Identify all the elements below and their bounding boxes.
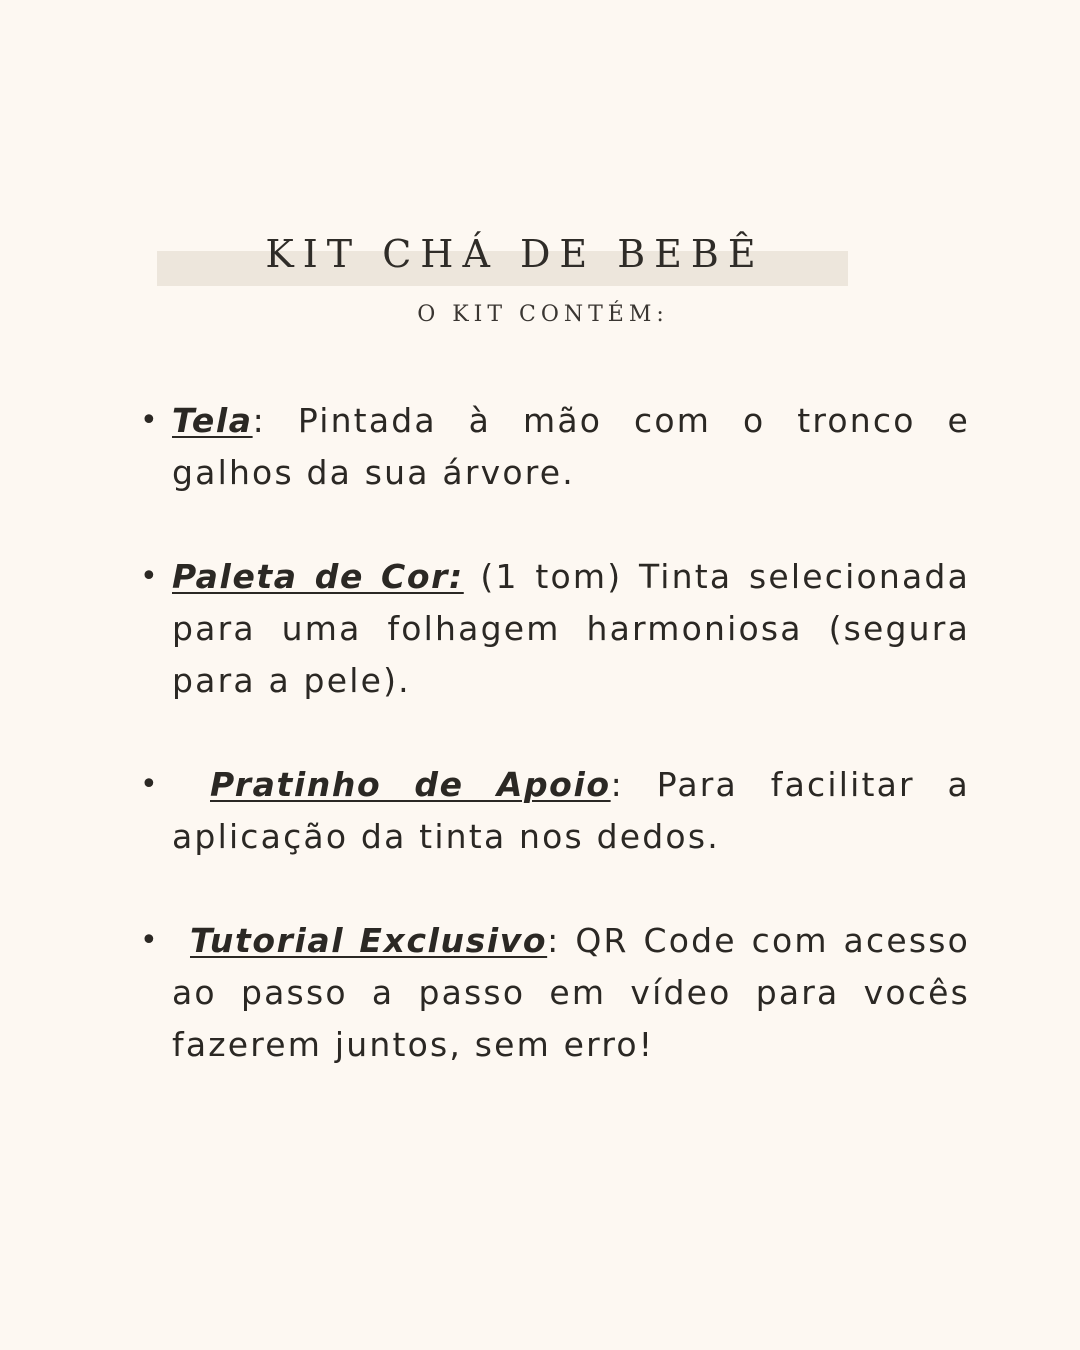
item-term: Paleta de Cor:	[172, 557, 464, 596]
list-item-tutorial	[140, 915, 971, 1071]
kit-contents-list	[140, 395, 971, 1123]
list-item-paleta	[140, 551, 970, 707]
page-title: KIT CHÁ DE BEBÊ	[265, 232, 765, 276]
page-subtitle: O KIT CONTÉM:	[417, 302, 669, 327]
bullet-icon: •	[140, 559, 160, 594]
bullet-icon: •	[140, 403, 160, 438]
bullet-icon: •	[140, 923, 160, 958]
item-term: Pratinho de Apoio	[210, 765, 611, 804]
item-description: Pintada à mão com o tronco e galhos da sua árvore.	[172, 401, 970, 492]
item-separator: :	[547, 921, 561, 960]
item-description: (1 tom) Tinta selecionada para uma folhagem harmoniosa (segura para a pele).	[172, 557, 970, 700]
list-item-pratinho	[140, 759, 970, 863]
item-separator: :	[252, 401, 266, 440]
item-term: Tutorial Exclusivo	[190, 921, 548, 960]
item-separator: :	[610, 765, 624, 804]
list-item-tela	[140, 395, 970, 499]
item-description: QR Code com acesso ao passo a passo em vídeo para vocês fazerem juntos, sem erro!	[172, 921, 971, 1064]
item-description: Para facilitar a aplicação da tinta nos dedos.	[172, 765, 970, 856]
bullet-icon: •	[140, 767, 160, 802]
item-term: Tela	[172, 401, 253, 440]
